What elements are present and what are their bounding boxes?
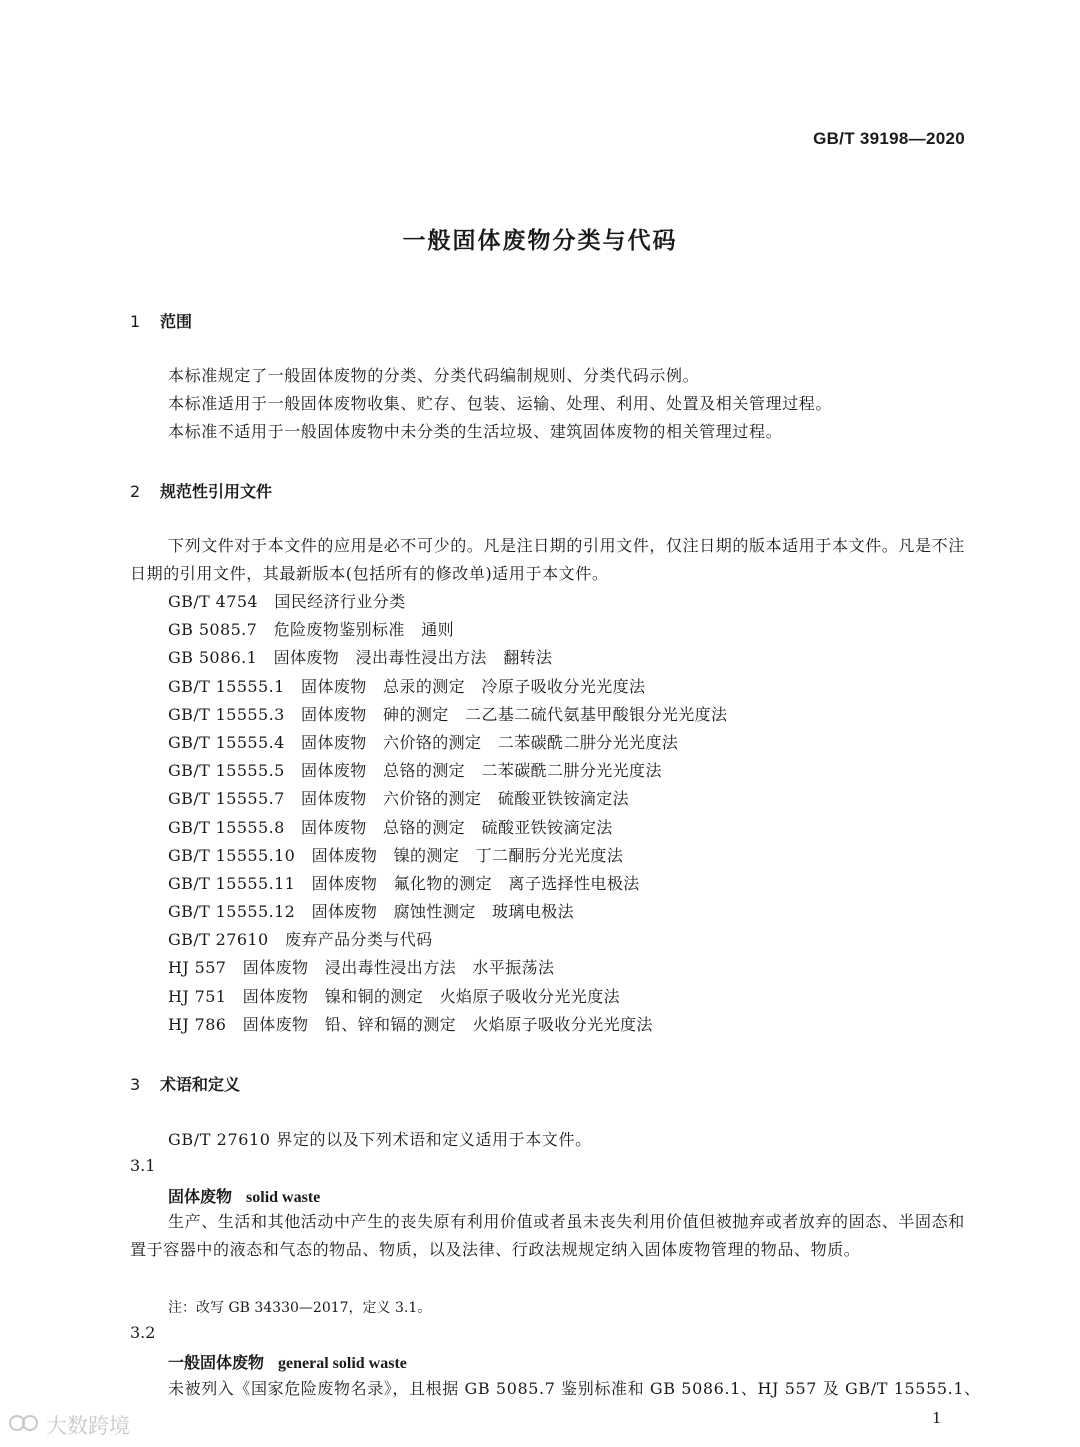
watermark-logo-icon	[8, 1412, 42, 1439]
term-note: 注：改写 GB 34330—2017，定义 3.1。	[168, 1300, 432, 1316]
reference-item: GB/T 15555.8 固体废物 总铬的测定 硫酸亚铁铵滴定法	[168, 817, 613, 837]
document-title: 一般固体废物分类与代码	[402, 228, 678, 254]
reference-item: GB 5086.1 固体废物 浸出毒性浸出方法 翻转法	[168, 648, 553, 668]
clause-number: 3.2	[130, 1323, 156, 1342]
section-2-heading	[130, 479, 272, 502]
watermark-text: 大数跨境	[46, 1414, 130, 1438]
reference-item: HJ 557 固体废物 浸出毒性浸出方法 水平振荡法	[168, 958, 555, 978]
reference-item: GB/T 15555.11 固体废物 氟化物的测定 离子选择性电极法	[168, 873, 640, 893]
reference-item: GB/T 15555.3 固体废物 砷的测定 二乙基二硫代氨基甲酸银分光光度法	[168, 704, 728, 724]
term-heading	[168, 1184, 320, 1207]
section-number: 1	[130, 312, 141, 331]
section-title: 范围	[160, 312, 193, 331]
section-number: 3	[130, 1075, 141, 1094]
section-1-heading	[130, 309, 192, 332]
reference-item: HJ 786 固体废物 铅、锌和镉的测定 火焰原子吸收分光光度法	[168, 1014, 653, 1034]
reference-item: GB/T 15555.4 固体废物 六价铬的测定 二苯碳酰二肼分光光度法	[168, 732, 679, 752]
term-english: solid waste	[246, 1189, 321, 1206]
term-definition: 生产、生活和其他活动中产生的丧失原有利用价值或者虽未丧失利用价值但被抛弃或者放弃的固态、半固态和置于容器中的液态和气态的物品、物质，以及法律、行政法规规定纳入固体废物管理的物品、物质。	[130, 1212, 965, 1259]
watermark	[8, 1410, 130, 1440]
reference-item: GB/T 15555.12 固体废物 腐蚀性测定 玻璃电极法	[168, 902, 575, 922]
standard-number: GB/T 39198—2020	[813, 129, 965, 148]
page-number: 1	[932, 1409, 942, 1427]
normative-refs-intro: 下列文件对于本文件的应用是必不可少的。凡是注日期的引用文件，仅注日期的版本适用于本文件。凡是不注日期的引用文件，其最新版本(包括所有的修改单)适用于本文件。	[130, 536, 965, 583]
term-english: general solid waste	[278, 1355, 407, 1372]
reference-list	[168, 588, 727, 1039]
term-chinese: 固体废物	[168, 1187, 233, 1206]
reference-item: GB/T 4754 国民经济行业分类	[168, 592, 406, 611]
reference-item: GB/T 15555.5 固体废物 总铬的测定 二苯碳酰二肼分光光度法	[168, 761, 662, 781]
section-title: 规范性引用文件	[160, 482, 273, 501]
reference-item: GB/T 27610 废弃产品分类与代码	[168, 930, 433, 950]
term-definition: 未被列入《国家危险废物名录》，且根据 GB 5085.7 鉴别标准和 GB 5086.1、HJ 557 及 GB/T 15555.1、	[168, 1379, 981, 1398]
reference-item: GB/T 15555.7 固体废物 六价铬的测定 硫酸亚铁铵滴定法	[168, 789, 630, 809]
scope-paragraph: 本标准适用于一般固体废物收集、贮存、包装、运输、处理、利用、处置及相关管理过程。	[168, 394, 833, 413]
term-heading	[168, 1350, 407, 1373]
clause-number: 3.1	[130, 1156, 156, 1175]
section-3-heading	[130, 1072, 240, 1095]
scope-paragraph: 本标准不适用于一般固体废物中未分类的生活垃圾、建筑固体废物的相关管理过程。	[168, 422, 783, 441]
section-title: 术语和定义	[160, 1075, 241, 1094]
reference-item: GB 5085.7 危险废物鉴别标准 通则	[168, 620, 455, 640]
reference-item: GB/T 15555.1 固体废物 总汞的测定 冷原子吸收分光光度法	[168, 676, 646, 696]
scope-paragraph: 本标准规定了一般固体废物的分类、分类代码编制规则、分类代码示例。	[168, 366, 700, 385]
reference-item: HJ 751 固体废物 镍和铜的测定 火焰原子吸收分光光度法	[168, 986, 620, 1006]
terms-intro: GB/T 27610 界定的以及下列术语和定义适用于本文件。	[168, 1130, 592, 1149]
reference-item: GB/T 15555.10 固体废物 镍的测定 丁二酮肟分光光度法	[168, 845, 624, 865]
section-number: 2	[130, 482, 141, 501]
term-chinese: 一般固体废物	[168, 1353, 265, 1372]
